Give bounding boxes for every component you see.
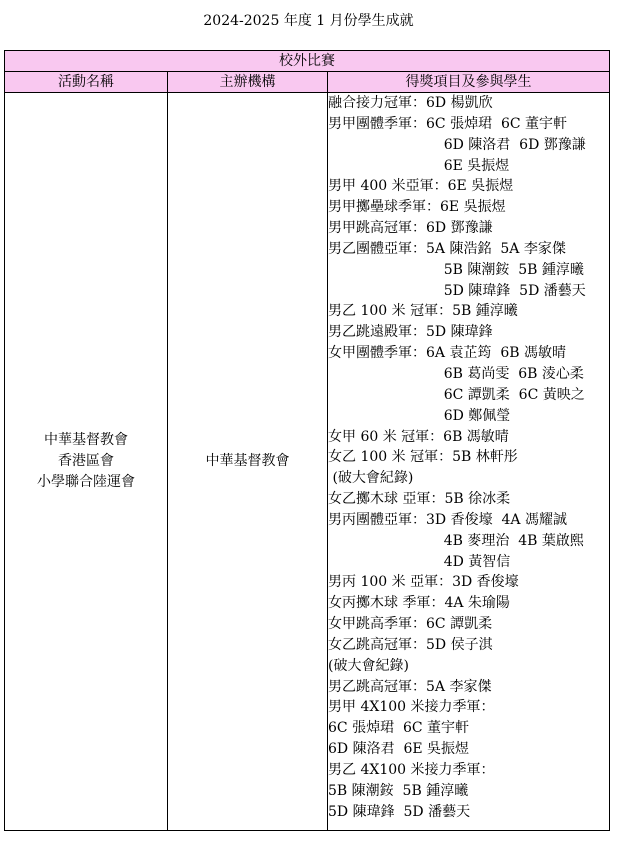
award-line: 男丙團體亞軍：3D 香俊壕 4A 馮耀誠: [328, 511, 567, 528]
column-header-row: [5, 72, 610, 93]
award-line: 男甲跳高冠軍：6D 鄧豫謙: [328, 220, 493, 237]
award-line: 6D 陳洛君 6D 鄧豫謙: [328, 136, 586, 153]
award-line: 女乙跳高冠軍：5D 侯子淇: [328, 636, 493, 653]
award-line: 男甲擲壘球季軍：6E 吳振煜: [328, 199, 506, 216]
event-name-cell: [5, 93, 168, 831]
award-line: 5D 陳瑋鋒 5D 潘藝天: [328, 803, 471, 820]
section-title: 校外比賽: [5, 51, 610, 72]
document-title: 2024-2025 年度 1 月份學生成就: [203, 13, 414, 29]
event-name-line: 中華基督教會: [44, 432, 128, 448]
award-line: 6E 吳振煜: [328, 157, 510, 174]
event-name-line: 小學聯合陸運會: [37, 474, 135, 490]
award-line: 5B 陳潮銨 5B 鍾淳曦: [328, 261, 584, 278]
award-line: (破大會紀錄): [328, 470, 414, 487]
award-line: (破大會紀錄): [328, 657, 409, 674]
award-line: 6D 陳洛君 6E 吳振煜: [328, 741, 470, 758]
organizer-cell: 中華基督教會: [168, 93, 328, 831]
award-line: 5D 陳瑋鋒 5D 潘藝天: [328, 282, 586, 299]
award-line: 女甲團體季軍：6A 袁芷筠 6B 馮敏晴: [328, 345, 567, 362]
award-line: 4B 麥理治 4B 葉啟熙: [328, 532, 584, 549]
award-line: 男乙跳遠殿軍：5D 陳瑋鋒: [328, 324, 493, 341]
awards-table: [4, 50, 610, 831]
award-line: 男乙 100 米 冠軍：5B 鍾淳曦: [328, 303, 518, 320]
award-line: 6C 譚凱柔 6C 黃映之: [328, 386, 585, 403]
award-line: 男甲團體季軍：6C 張焯珺 6C 董宇軒: [328, 115, 568, 132]
award-line: 5B 陳潮銨 5B 鍾淳曦: [328, 782, 469, 799]
award-line: 男乙跳高冠軍：5A 李家傑: [328, 678, 492, 695]
award-line: 男甲 400 米亞軍：6E 吳振煜: [328, 178, 514, 195]
award-lines: [328, 93, 609, 823]
award-line: 女乙擲木球 亞軍：5B 徐冰柔: [328, 491, 511, 508]
column-header-event: 活動名稱: [5, 72, 168, 93]
award-line: 女甲跳高季軍：6C 譚凱柔: [328, 616, 493, 633]
award-line: 6B 葛尚雯 6B 淩心柔: [328, 365, 584, 382]
event-name-line: 香港區會: [58, 453, 114, 469]
award-line: 女丙擲木球 季軍：4A 朱瑜陽: [328, 595, 510, 612]
award-line: 女乙 100 米 冠軍：5B 林軒彤: [328, 449, 518, 466]
column-header-organizer: 主辦機構: [168, 72, 328, 93]
award-line: 融合接力冠軍：6D 楊凱欣: [328, 95, 493, 111]
award-line: 4D 黃智信: [328, 553, 511, 570]
award-line: 男甲 4X100 米接力季軍：: [328, 699, 495, 716]
column-header-awards: 得獎項目及參與學生: [328, 72, 610, 93]
award-line: 6D 鄭佩瑩: [328, 407, 511, 424]
table-row: [5, 93, 610, 831]
award-line: 男乙團體亞軍：5A 陳浩銘 5A 李家傑: [328, 240, 566, 257]
awards-cell: [328, 93, 610, 831]
section-header-row: [5, 51, 610, 72]
award-line: 男丙 100 米 亞軍：3D 香俊壕: [328, 574, 519, 591]
event-name-lines: [5, 430, 167, 493]
award-line: 女甲 60 米 冠軍：6B 馮敏晴: [328, 428, 509, 445]
award-line: 男乙 4X100 米接力季軍：: [328, 762, 495, 778]
award-line: 6C 張焯珺 6C 董宇軒: [328, 720, 470, 737]
